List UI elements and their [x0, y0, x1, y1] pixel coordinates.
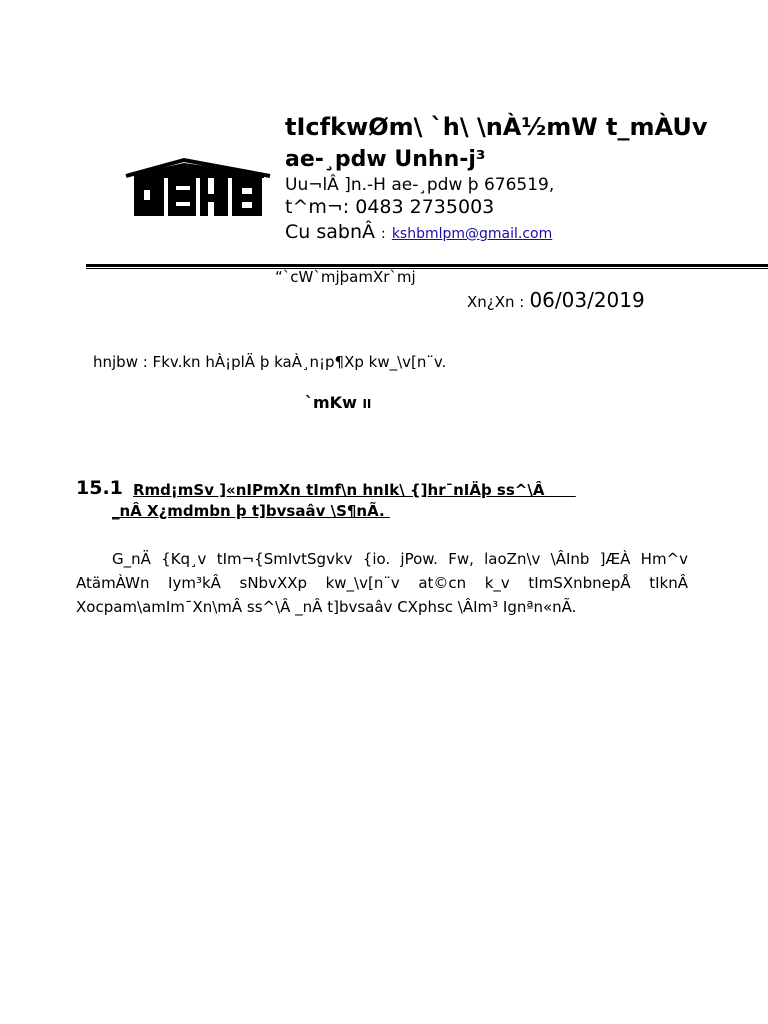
section-body-paragraph: G_nÄ {Kq¸v tIm¬{SmIvtSgvkv {io. jPow. Fw, laoZn\v \ÂInb ]ÆÀ Hm^v AtämÀWn Iym³kÂ sNbvXXp kw_\v[n¨v at©cn k_v tImSXnbnepÅ tIknÂ Xocpam\amIm¯Xn\mÂ ss^\Â _nÂ t]bvsaâv CXphsc \ÂIm³ Ignªn«nÃ.: [76, 550, 688, 616]
subject-line: hnjbw : Fkv.kn hÀ¡plÄ þ kaÀ¸n¡p¶Xp kw_\v[n¨v.: [93, 353, 447, 371]
date-line: [467, 288, 645, 312]
email-label: Cu sabnÂ: [285, 221, 375, 243]
org-name-secondary: ae-¸pdw Unhn-j³: [285, 147, 486, 172]
header-divider-thin: [86, 268, 768, 269]
email-link[interactable]: kshbmlpm@gmail.com: [391, 226, 553, 242]
date-label: Xn¿Xn :: [467, 293, 525, 311]
agenda-title-suffix: II: [362, 397, 372, 411]
section-number: 15.1: [76, 477, 123, 499]
email-separator: :: [381, 226, 386, 242]
phone-line: t^m¬: 0483 2735003: [285, 196, 495, 218]
section-title-line-1: Rmd¡mSv ]«nIPmXn tImf\n hnIk\ {]hr¯nIÄþ ss^\Â: [133, 481, 576, 499]
address-line: Uu¬lÂ ]n.-H ae-¸pdw þ 676519,: [285, 175, 555, 195]
kshb-logo: [124, 156, 272, 218]
date-value: 06/03/2019: [529, 288, 645, 312]
header-divider-thick: [86, 264, 768, 267]
email-line: [285, 221, 552, 243]
section-title-line-2: _nÂ X¿mdmbn þ t]bvsaâv \S¶nÃ.: [112, 502, 390, 520]
motto-line: “`cW`mjþamXr`mj: [275, 268, 416, 286]
org-name: tIcfkwØm\ `h\ \nÀ½mW t_mÀUv: [285, 113, 708, 141]
agenda-title: [305, 393, 371, 412]
agenda-title-text: `mKw: [305, 393, 357, 412]
